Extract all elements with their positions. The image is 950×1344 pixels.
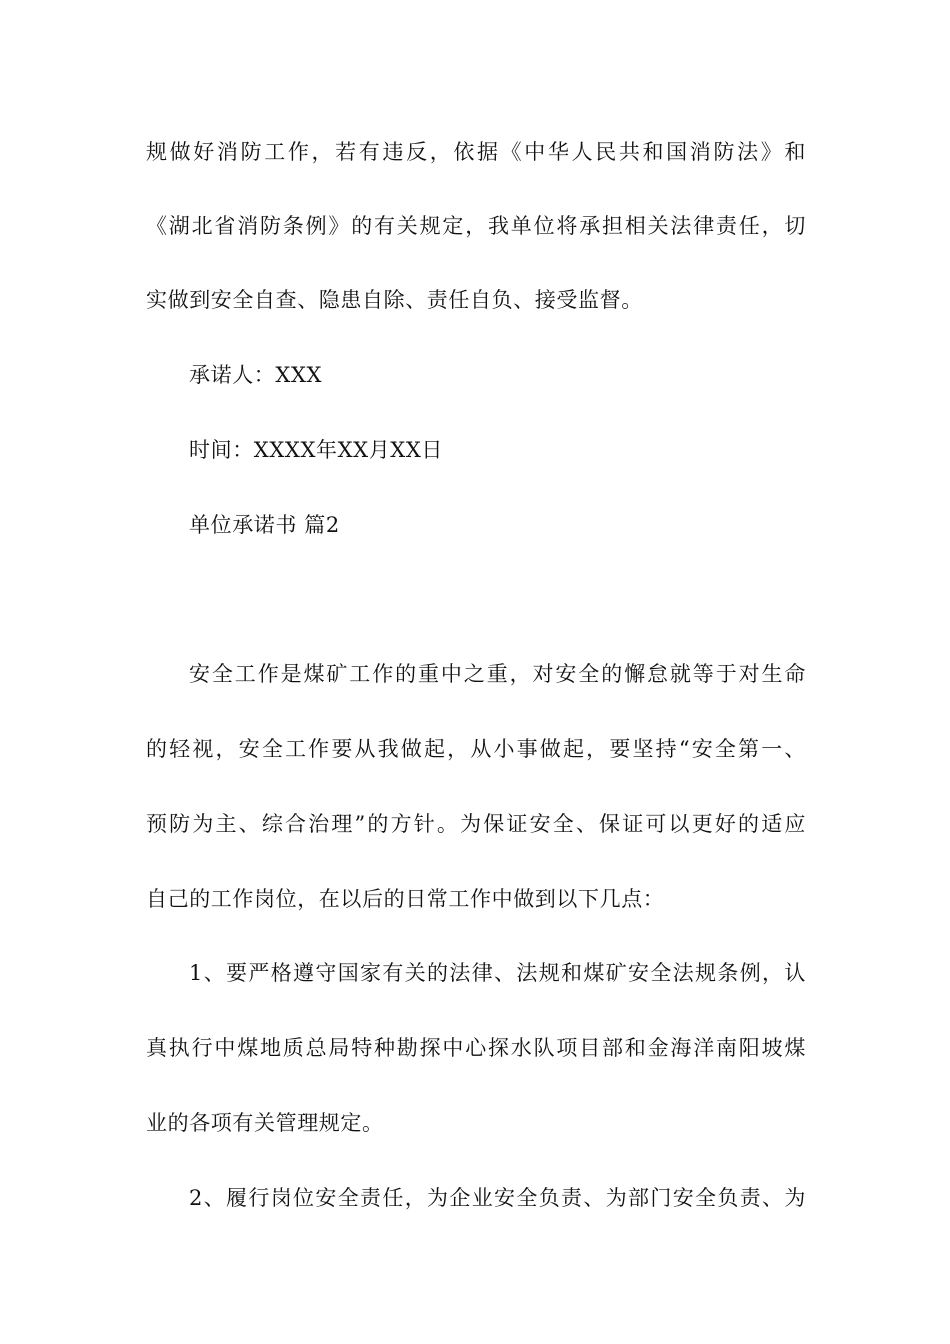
date-line: 时间：XXXX年XX月XX日: [189, 438, 444, 462]
signer-line: 承诺人：XXX: [189, 363, 323, 387]
item-2-line-1: 2、履行岗位安全责任，为企业安全负责、为部门安全负责、为: [189, 1186, 806, 1210]
item-1-line-2: 真执行中煤地质总局特种勘探中心探水队项目部和金海洋南阳坡煤: [146, 1036, 806, 1060]
item-1-line-1: 1、要严格遵守国家有关的法律、法规和煤矿安全法规条例，认: [189, 961, 806, 985]
paragraph-1-line-3: 实做到安全自查、隐患自除、责任自负、接受监督。: [146, 288, 643, 312]
item-1-line-3: 业的各项有关管理规定。: [146, 1111, 384, 1135]
section-title: 单位承诺书 篇2: [189, 513, 340, 537]
paragraph-2-line-2: 的轻视，安全工作要从我做起，从小事做起，要坚持“安全第一、: [146, 737, 806, 761]
paragraph-2-line-4: 自己的工作岗位，在以后的日常工作中做到以下几点：: [146, 887, 665, 911]
paragraph-1-line-1: 规做好消防工作，若有违反，依据《中华人民共和国消防法》和: [146, 140, 806, 164]
paragraph-2-line-3: 预防为主、综合治理”的方针。为保证安全、保证可以更好的适应: [146, 812, 806, 836]
paragraph-1-line-2: 《湖北省消防条例》的有关规定，我单位将承担相关法律责任，切: [146, 214, 806, 238]
paragraph-2-line-1: 安全工作是煤矿工作的重中之重，对安全的懈怠就等于对生命: [189, 662, 806, 686]
